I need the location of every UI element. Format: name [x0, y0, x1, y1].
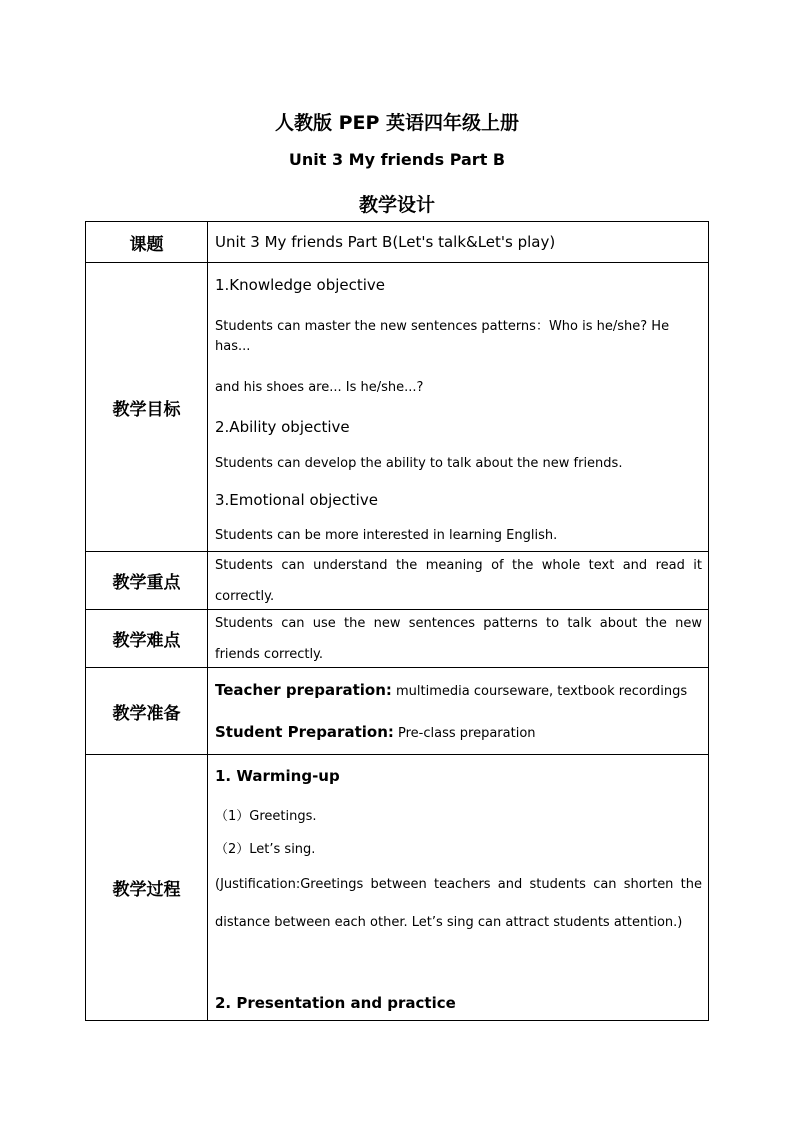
knowledge-objective-heading: 1.Knowledge objective [215, 276, 386, 294]
ability-objective-text: Students can develop the ability to talk about the new friends. [215, 456, 623, 471]
lesson-plan-table [85, 221, 709, 1021]
difficult-points-text: Students can use the new sentences patterns to talk about the new [215, 616, 702, 631]
teacher-preparation-label: Teacher preparation: [215, 681, 392, 699]
student-preparation-text: Pre-class preparation [393, 726, 536, 741]
warmup-step-greetings: （1）Greetings. [215, 809, 317, 824]
document-type-title: 教学设计 [358, 194, 435, 216]
knowledge-objective-text: Students can master the new sentences patterns：Who is he/she? He has... [215, 319, 670, 354]
difficult-points-row [86, 610, 709, 668]
objectives-row [86, 263, 709, 552]
teacher-preparation-text: multimedia courseware, textbook recordings [391, 684, 688, 699]
knowledge-objective-text-cont: and his shoes are... Is he/she...? [215, 380, 424, 395]
justification-text: (Justification:Greetings between teachers and students can shorten the [215, 877, 702, 892]
emotional-objective-text: Students can be more interested in learning English. [215, 528, 558, 543]
process-label: 教学过程 [86, 755, 208, 1021]
warmup-heading: 1. Warming-up [215, 767, 340, 785]
unit-subtitle: Unit 3 My friends Part B [288, 150, 506, 169]
objectives-label: 教学目标 [86, 263, 208, 552]
ability-objective-heading: 2.Ability objective [215, 418, 350, 436]
document-title: 人教版 PEP 英语四年级上册 [274, 112, 520, 134]
emotional-objective-heading: 3.Emotional objective [215, 491, 378, 509]
key-points-text: Students can understand the meaning of the whole text and read it [215, 558, 702, 573]
difficult-points-label: 教学难点 [86, 610, 208, 668]
justification-text-cont: distance between each other. Let’s sing can attract students attention.) [215, 915, 683, 930]
preparation-label: 教学准备 [86, 668, 208, 755]
topic-label: 课题 [86, 222, 208, 263]
student-preparation-label: Student Preparation: [215, 723, 394, 741]
process-row [86, 755, 709, 1021]
key-points-text-cont: correctly. [215, 589, 275, 604]
warmup-step-sing: （2）Let’s sing. [215, 842, 316, 857]
preparation-row [86, 668, 709, 755]
difficult-points-text-cont: friends correctly. [215, 647, 324, 662]
topic-value: Unit 3 My friends Part B(Let's talk&Let's play) [215, 233, 556, 251]
topic-row [86, 222, 709, 263]
key-points-row [86, 552, 709, 610]
presentation-heading: 2. Presentation and practice [215, 994, 456, 1012]
key-points-label: 教学重点 [86, 552, 208, 610]
teacher-preparation [215, 679, 702, 703]
student-preparation [215, 721, 702, 745]
